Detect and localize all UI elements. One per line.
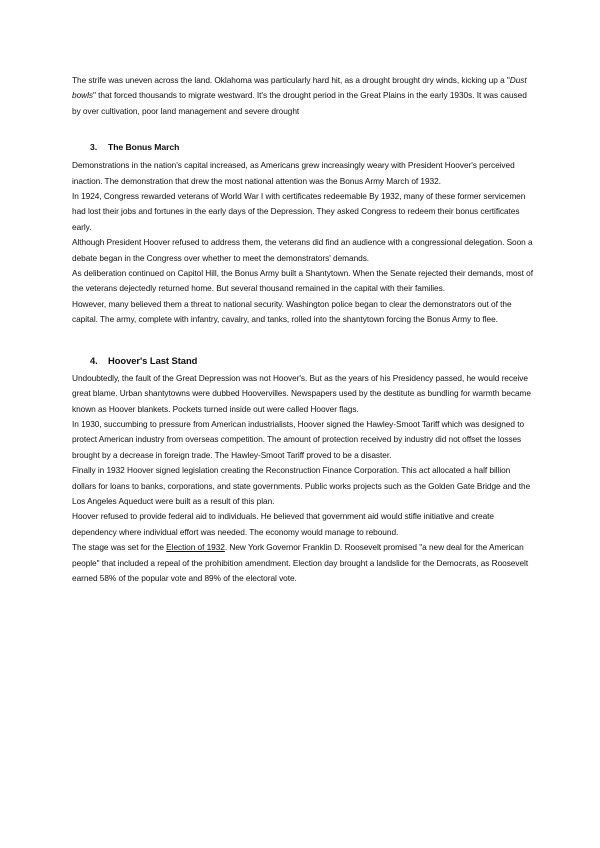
section-3-paragraph: However, many believed them a threat to national security. Washington police began to clear the demonstrators out of the capital. The army, complete with infantry, cavalry, and tanks, rolled into the shantytown forcing the Bonus Army to flee.: [72, 298, 512, 325]
section-4-paragraph: Finally in 1932 Hoover signed legislation creating the Reconstruction Finance Corporation. This act allocated a half billion dollars for loans to banks, corporations, and state governments. Public works projects such as the Golden Gate Bridge and the Los Angeles Aqueduct were built as a result of this plan.: [72, 465, 531, 506]
intro-paragraph: [72, 73, 534, 119]
section-4-last-paragraph: [72, 540, 534, 586]
election-1932-link[interactable]: Election of 1932: [166, 542, 225, 553]
intro-text-end: " that forced thousands to migrate westward. It's the drought period in the Great Plains in the early 1930s. It was caused by over cultivation, poor land management and severe drought: [72, 90, 527, 116]
section-3-paragraph: Although President Hoover refused to address them, the veterans did find an audience with a congressional delegation. Soon a debate began in the Congress over whether to meet the demonstrators' demands.: [72, 237, 533, 263]
section-3-paragraph: Demonstrations in the nation's capital increased, as Americans grew increasingly weary with President Hoover's perceived inaction. The demonstration that drew the most national attention was the Bonus Army March of 1932.: [72, 160, 515, 186]
last-paragraph-start: The stage was set for the: [72, 542, 167, 553]
intro-emphasis: Dust bowls: [72, 75, 527, 101]
section-4-heading: [72, 353, 534, 368]
section-4-paragraph: In 1930, succumbing to pressure from American industrialists, Hoover signed the Hawley-Smoot Tariff which was designed to protect American industry from overseas competition. The amount of protection received by industry did not offset the losses brought by a decrease in foreign trade. The Hawley-Smoot Tariff proved to be a disaster.: [72, 418, 525, 460]
section-3-number: 3.: [90, 142, 98, 153]
section-4-paragraph: Undoubtedly, the fault of the Great Depression was not Hoover's. But as the years of his Presidency passed, he would receive great blame. Urban shantytowns were dubbed Hoovervilles. Newspapers used by the destitute as bundling for warmth became known as Hoover blankets. Pockets turned inside out were called Hoover flags.: [72, 372, 531, 414]
document-page: [72, 73, 534, 586]
section-3-heading: [72, 140, 534, 155]
section-4-title: Hoover's Last Stand: [108, 354, 198, 366]
section-3-paragraph: As deliberation continued on Capitol Hill, the Bonus Army built a Shantytown. When the Senate rejected their demands, most of the veterans dejectedly returned home. But several thousand remained in the capital with their families.: [72, 268, 533, 294]
section-3-paragraph: In 1924, Congress rewarded veterans of World War I with certificates redeemable By 1932, many of these former servicemen had lost their jobs and fortunes in the early days of the Depression. They asked Congress to redeem their bonus certificates early.: [72, 191, 526, 232]
section-4-paragraph: Hoover refused to provide federal aid to individuals. He believed that government aid would stifle initiative and create dependency where individual effort was needed. The economy would manage to rebound.: [72, 511, 495, 537]
section-3-title: The Bonus March: [108, 142, 180, 153]
last-paragraph-end: . New York Governor Franklin D. Roosevelt promised "a new deal for the American people" that included a repeal of the prohibition amendment. Election day brought a landslide for the Democrats, as Roosevelt earned 58% of the popular vote and 89% of the electoral vote.: [72, 542, 529, 583]
intro-text-start: The strife was uneven across the land. Oklahoma was particularly hard hit, as a drought brought dry winds, kicking up a ": [72, 75, 510, 85]
section-4-number: 4.: [90, 354, 98, 366]
